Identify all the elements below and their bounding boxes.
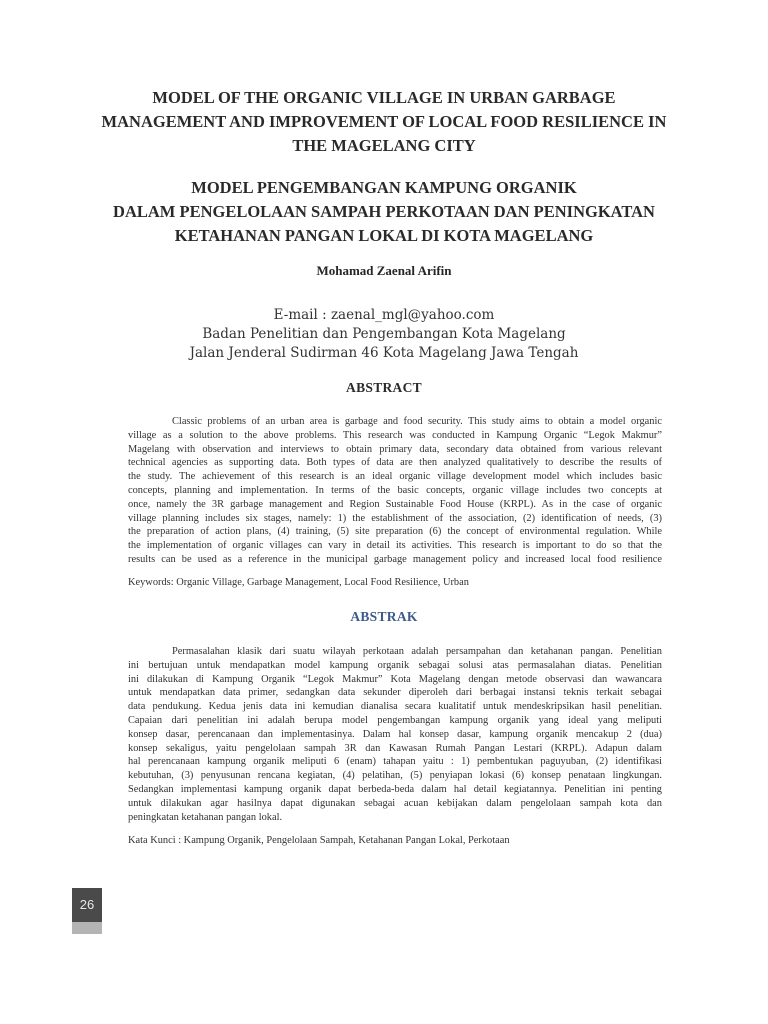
abstract-line: the implementation of organic villages can vary in detail its activities. This research is important to do so that the bbox=[128, 540, 662, 552]
abstract-line: the preparation of action plans, (4) training, (5) site preparation (6) the concept of environmental regulation. While bbox=[128, 526, 662, 538]
abstract-line: once, namely the 3R garbage management and Region Sustainable Food House (KRPL). As in the case of organic bbox=[128, 498, 662, 510]
abstract-line: Classic problems of an urban area is garbage and food security. This study aims to obtain a model organic bbox=[172, 416, 662, 427]
abstract-heading: ABSTRACT bbox=[346, 380, 422, 395]
title-id-line: MODEL PENGEMBANGAN KAMPUNG ORGANIK bbox=[191, 178, 577, 197]
abstrak-line: untuk dilakukan agar hasilnya dapat digunakan sebagai acuan kebijakan dalam pengelolaan sampah kota dan bbox=[128, 797, 662, 809]
abstrak-line: ini dilakukan di Kampung Organik “Legok Makmur” Kota Magelang dengan metode observasi dan wawancara bbox=[128, 673, 662, 685]
abstrak-line: Sedangkan implementasi kampung organik dapat berbeda-beda dalam hal detail kegiatannya. Penelitian ini penting bbox=[128, 783, 662, 795]
abstract-line: technical agencies as supporting data. Both types of data are then analyzed qualitatively to describe the results of bbox=[128, 457, 662, 469]
email-line: E-mail : zaenal_mgl@yahoo.com bbox=[273, 307, 495, 323]
abstrak-line: kebutuhan, (3) penyusunan rencana kegiatan, (4) pelatihan, (5) penyiapan lokasi (6) konsep penataan lingkungan. bbox=[128, 770, 662, 782]
address-line: Jalan Jenderal Sudirman 46 Kota Magelang Jawa Tengah bbox=[189, 345, 579, 361]
institution-line: Badan Penelitian dan Pengembangan Kota Magelang bbox=[202, 326, 566, 342]
abstrak-line: konsep sekaligus, yaitu pengelolaan sampah 3R dan Kawasan Rumah Pangan Lestari (KRPL). Adapun dalam bbox=[128, 742, 662, 754]
page-number: 26 bbox=[72, 888, 102, 922]
abstract-line: concepts, planning and implementation. In terms of the basic concepts, organic village includes two concepts at bbox=[128, 484, 662, 496]
title-en bbox=[60, 86, 708, 158]
abstrak-line: Capaian dari penelitian ini adalah berupa model pengembangan kampung organik yang ideal yang meliputi bbox=[128, 714, 662, 726]
page-number-bar bbox=[72, 922, 102, 934]
abstrak-line: peningkatan ketahanan pangan lokal. bbox=[128, 811, 283, 823]
abstract-line: results can be used as a reference in the municipal garbage management policy and increased local food resilience bbox=[128, 553, 662, 565]
title-en-line: MODEL OF THE ORGANIC VILLAGE IN URBAN GARBAGE bbox=[152, 88, 616, 107]
keywords: Keywords: Organic Village, Garbage Management, Local Food Resilience, Urban bbox=[128, 577, 469, 588]
author-affiliation bbox=[0, 306, 768, 363]
abstract-line: village as a solution to the above problems. This research was conducted in Kampung Organic “Legok Makmur” bbox=[128, 429, 662, 441]
abstrak-line: Permasalahan klasik dari suatu wilayah perkotaan adalah persampahan dan ketahanan pangan. Penelitian bbox=[172, 646, 662, 657]
abstrak-line: ini bertujuan untuk mendapatkan model kampung organik sebagai solusi atas permasalahan diatas. Penelitian bbox=[128, 659, 662, 671]
abstrak-heading: ABSTRAK bbox=[350, 609, 418, 624]
kata-kunci: Kata Kunci : Kampung Organik, Pengelolaan Sampah, Ketahanan Pangan Lokal, Perkotaan bbox=[128, 835, 510, 846]
abstract-line: Magelang with observation and interviews to obtain primary data, secondary data obtained from various relevant bbox=[128, 443, 662, 455]
title-id bbox=[60, 176, 708, 248]
title-id-line: DALAM PENGELOLAAN SAMPAH PERKOTAAN DAN PENINGKATAN bbox=[113, 202, 655, 221]
author-name: Mohamad Zaenal Arifin bbox=[316, 263, 452, 278]
abstract-line: village planning includes six stages, namely: 1) the establishment of the association, (2) identification of needs, (3) bbox=[128, 512, 662, 524]
abstrak-line: konsep dasar, perencanaan dan implementasinya. Dalam hal konsep dasar, kampung organik mencakup 2 (dua) bbox=[128, 728, 662, 740]
abstrak-line: hal perencanaan kampung organik meliputi 6 (enam) tahapan yaitu : 1) pembentukan paguyuban, (2) identifikasi bbox=[128, 756, 662, 768]
abstract-line: the study. The achievement of this research is an ideal organic village development model which includes basic bbox=[128, 471, 662, 483]
title-en-line: THE MAGELANG CITY bbox=[292, 136, 476, 155]
abstract-body bbox=[128, 415, 662, 567]
abstrak-line: data pendukung. Kedua jenis data ini kemudian dianalisa secara kualitatif untuk mendeskripsikan hasil penelitian. bbox=[128, 701, 662, 713]
title-id-line: KETAHANAN PANGAN LOKAL DI KOTA MAGELANG bbox=[174, 226, 594, 245]
page-number-box bbox=[72, 888, 102, 934]
abstrak-body bbox=[128, 645, 662, 824]
abstrak-line: untuk mendapatkan data primer, sedangkan data sekunder diperoleh dari berbagai instansi teknis terkait sebagai bbox=[128, 687, 662, 699]
title-en-line: MANAGEMENT AND IMPROVEMENT OF LOCAL FOOD RESILIENCE IN bbox=[101, 112, 667, 131]
